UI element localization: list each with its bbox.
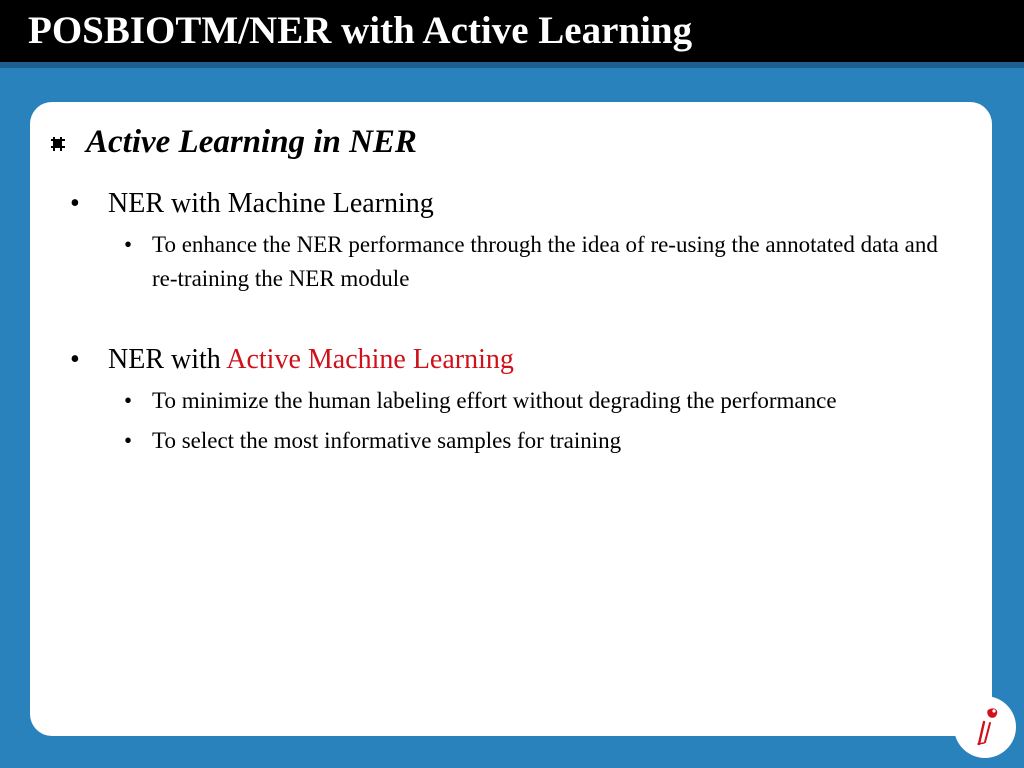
bullet-dot: • <box>124 428 133 453</box>
bullet-dot: • <box>70 344 80 375</box>
bullet-text-highlight: Active Machine Learning <box>226 344 514 375</box>
bullet-dot: • <box>124 232 133 257</box>
bullet-text: NER with Machine Learning <box>108 188 434 219</box>
bullet-dot: • <box>70 188 80 219</box>
section-heading: Active Learning in NER <box>86 124 417 160</box>
content-panel <box>30 102 992 736</box>
sub-bullet-item <box>70 228 942 296</box>
sub-bullet-list <box>70 228 970 296</box>
institution-logo-icon <box>954 696 1016 758</box>
sub-bullet-item <box>70 384 942 418</box>
sub-bullet-item <box>70 424 942 458</box>
sub-bullet-list <box>70 384 970 458</box>
bullet-item <box>70 340 970 380</box>
bullet-dot: • <box>124 388 133 413</box>
title-bar <box>0 0 1024 62</box>
bullet-text-prefix: NER with <box>108 344 227 375</box>
bullet-list <box>70 184 970 464</box>
slide-title: POSBIOTM/NER with Active Learning <box>28 9 693 52</box>
bullet-item <box>70 184 970 224</box>
title-bar-divider <box>0 62 1024 68</box>
square-bullet-icon <box>48 120 78 164</box>
sub-bullet-text: To enhance the NER performance through the idea of re-using the annotated data and re-training the NER module <box>152 232 938 291</box>
sub-bullet-text: To minimize the human labeling effort without degrading the performance <box>152 388 837 413</box>
sub-bullet-text: To select the most informative samples for training <box>152 428 622 453</box>
section-header <box>48 120 417 164</box>
